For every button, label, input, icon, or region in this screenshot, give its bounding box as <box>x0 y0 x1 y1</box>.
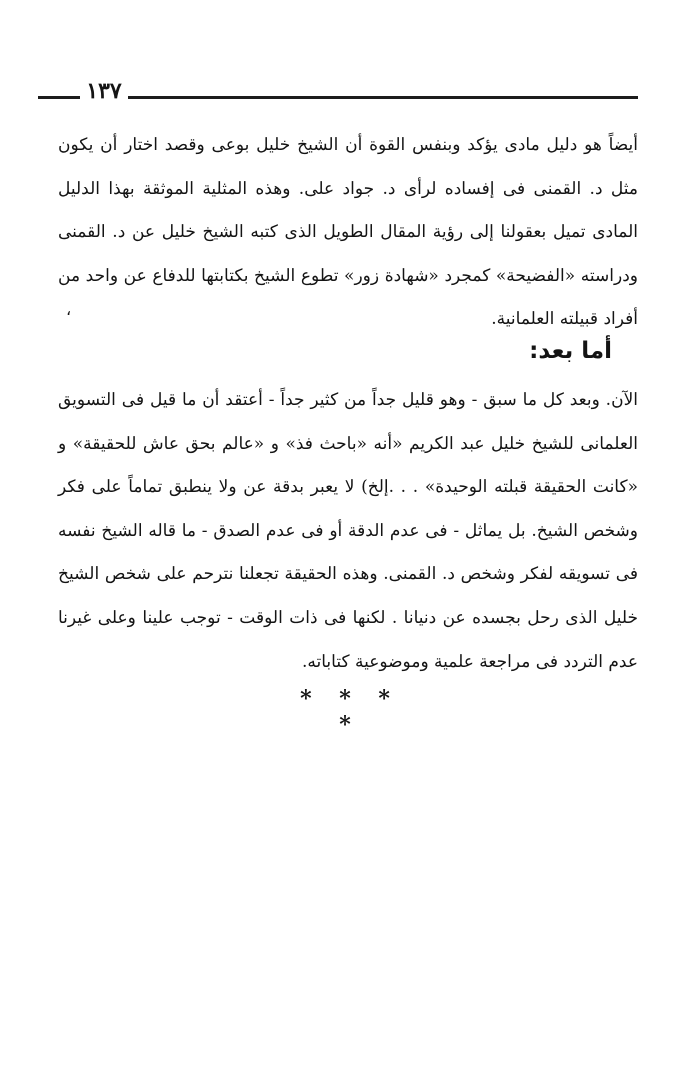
section-heading: أما بعد: <box>529 338 612 364</box>
section-separator: * * * * <box>300 686 400 738</box>
paragraph-1: أيضاً هو دليل مادى يؤكد وبنفس القوة أن الشيخ خليل بوعى وقصد اختار أن يكون مثل د. القمنى فى إفساده لرأى د. جواد على. وهذه المثلية الموثقة بهذا الدليل المادى تميل بعقولنا إلى رؤية المقال الطويل الذى كتبه الشيخ خليل عن د. القمنى ودراسته «الفضيحة» كمجرد «شهادة زور» تطوع الشيخ بكتابتها للدفاع عن واحد من أفراد قبيلته العلمانية. <box>58 135 639 330</box>
running-header <box>38 78 638 106</box>
header-rule-long <box>128 96 638 99</box>
paragraph-2: الآن. وبعد كل ما سبق - وهو قليل جداً من كثير جداً - أعتقد أن ما قيل فى التسويق العلمانى للشيخ خليل عبد الكريم «أنه «باحث فذ» و «عالم بحق عاش للحقيقة» و «كانت الحقيقة قبلته الوحيدة» . . .إلخ) لا يعبر بدقة عن ولا ينطبق تماماً على فكر وشخص الشيخ. بل يماثل - فى عدم الدقة أو فى عدم الصدق - ما قاله الشيخ نفسه فى تسويقه لفكر وشخص د. القمنى. وهذه الحقيقة تجعلنا نترحم على شخص الشيخ خليل الذى رحل بجسده عن دنيانا . لكنها فى ذات الوقت - توجب علينا وعلى غيرنا عدم التردد فى مراجعة علمية وموضوعية كتاباته. <box>58 390 638 672</box>
page-number: ١٣٧ <box>86 78 122 104</box>
stray-comma-mark: ، <box>66 300 72 319</box>
header-rule-short <box>38 96 80 99</box>
